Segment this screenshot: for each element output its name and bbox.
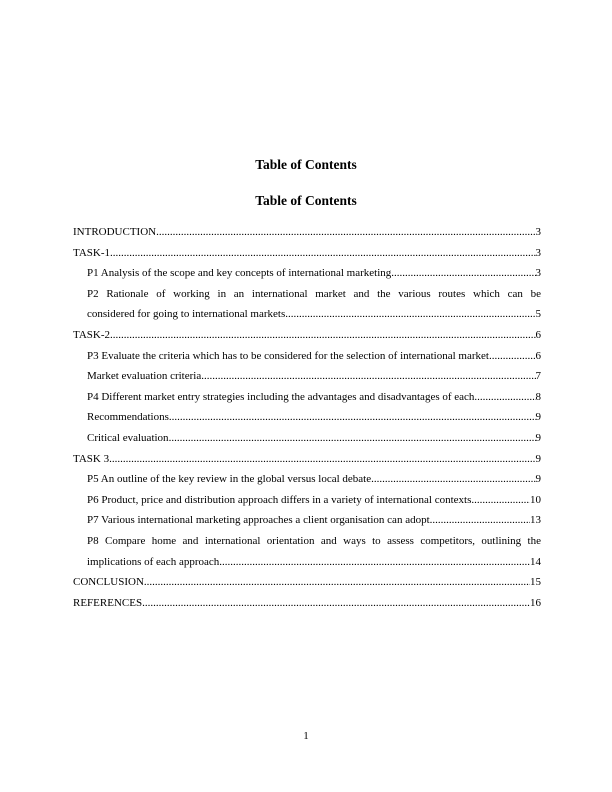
toc-entry-page: 9 <box>535 452 541 465</box>
toc-entry-p3[interactable] <box>73 346 541 367</box>
toc-entry-task-1[interactable] <box>73 243 541 264</box>
toc-entry-page: 5 <box>535 308 541 321</box>
toc-entry-page: 3 <box>535 267 541 280</box>
toc-entry-page: 7 <box>535 370 541 383</box>
toc-entry-p5[interactable] <box>73 469 541 490</box>
dot-leader <box>371 469 535 490</box>
table-of-contents <box>73 222 541 613</box>
toc-entry-page: 13 <box>530 514 541 527</box>
toc-entry-page: 10 <box>530 493 541 506</box>
toc-entry-critical-evaluation[interactable] <box>73 428 541 449</box>
dot-leader <box>430 510 530 531</box>
toc-entry-title: Critical evaluation <box>87 431 169 444</box>
toc-entry-p1[interactable] <box>73 263 541 284</box>
toc-entry-market-evaluation[interactable] <box>73 366 541 387</box>
dot-leader <box>169 428 536 449</box>
toc-entry-title: P3 Evaluate the criteria which has to be considered for the selection of international market <box>87 349 489 362</box>
toc-entry-page: 3 <box>535 246 541 259</box>
toc-entry-p6[interactable] <box>73 490 541 511</box>
toc-entry-page: 16 <box>530 596 541 609</box>
toc-entry-title: INTRODUCTION <box>73 226 157 238</box>
toc-entry-title: Recommendations <box>87 411 169 424</box>
toc-entry-title-line1: P2 Rationale of working in an international market and the various routes which can be <box>87 287 541 300</box>
toc-entry-introduction[interactable] <box>73 222 541 243</box>
dot-leader <box>110 325 535 346</box>
toc-entry-page: 9 <box>535 431 541 444</box>
toc-entry-page: 15 <box>530 576 541 589</box>
toc-entry-title: P1 Analysis of the scope and key concepts of international marketing <box>87 267 392 280</box>
toc-entry-conclusion[interactable] <box>73 572 541 593</box>
toc-entry-page: 9 <box>535 473 541 486</box>
dot-leader <box>201 366 535 387</box>
toc-entry-p7[interactable] <box>73 510 541 531</box>
toc-entry-title: TASK 3 <box>73 452 110 465</box>
toc-entry-page: 3 <box>535 226 541 238</box>
toc-entry-title: Market evaluation criteria <box>87 370 202 383</box>
dot-leader <box>144 572 530 593</box>
toc-entry-page: 9 <box>535 411 541 424</box>
toc-entry-title: TASK-2 <box>73 328 111 341</box>
toc-entry-p4[interactable] <box>73 387 541 408</box>
toc-entry-page: 8 <box>535 390 541 403</box>
page-number: 1 <box>303 730 309 742</box>
dot-leader <box>110 243 535 264</box>
toc-entry-title: P5 An outline of the key review in the global versus local debate <box>87 473 372 486</box>
toc-entry-p2[interactable] <box>73 284 541 325</box>
toc-entry-references[interactable] <box>73 593 541 614</box>
dot-leader <box>391 263 535 284</box>
dot-leader <box>169 407 536 428</box>
dot-leader <box>285 304 535 325</box>
toc-entry-title: P7 Various international marketing approaches a client organisation can adopt <box>87 514 430 527</box>
toc-entry-recommendations[interactable] <box>73 407 541 428</box>
dot-leader <box>142 593 530 614</box>
toc-entry-title: CONCLUSION <box>73 576 144 589</box>
toc-heading: Table of Contents <box>255 193 357 208</box>
dot-leader <box>109 449 535 470</box>
dot-leader <box>156 222 535 243</box>
toc-entry-title: REFERENCES <box>73 596 143 609</box>
toc-entry-page: 6 <box>535 328 541 341</box>
dot-leader <box>489 346 536 367</box>
dot-leader <box>474 387 535 408</box>
toc-entry-p8[interactable] <box>73 531 541 572</box>
toc-entry-title-line2: considered for going to international markets <box>87 308 286 321</box>
toc-entry-title: P6 Product, price and distribution approach differs in a variety of international contexts <box>87 493 472 506</box>
toc-entry-title-line1: P8 Compare home and international orientation and ways to assess competitors, outlining the <box>87 534 541 547</box>
toc-entry-task-3[interactable] <box>73 449 541 470</box>
dot-leader <box>219 552 530 573</box>
toc-entry-title: P4 Different market entry strategies including the advantages and disadvantages of each <box>87 390 475 403</box>
toc-entry-title: TASK-1 <box>73 246 111 259</box>
page-title: Table of Contents <box>255 157 357 172</box>
dot-leader <box>471 490 530 511</box>
toc-entry-page: 6 <box>535 349 541 362</box>
toc-entry-task-2[interactable] <box>73 325 541 346</box>
toc-entry-title-line2: implications of each approach <box>87 555 220 568</box>
toc-entry-page: 14 <box>530 555 541 568</box>
